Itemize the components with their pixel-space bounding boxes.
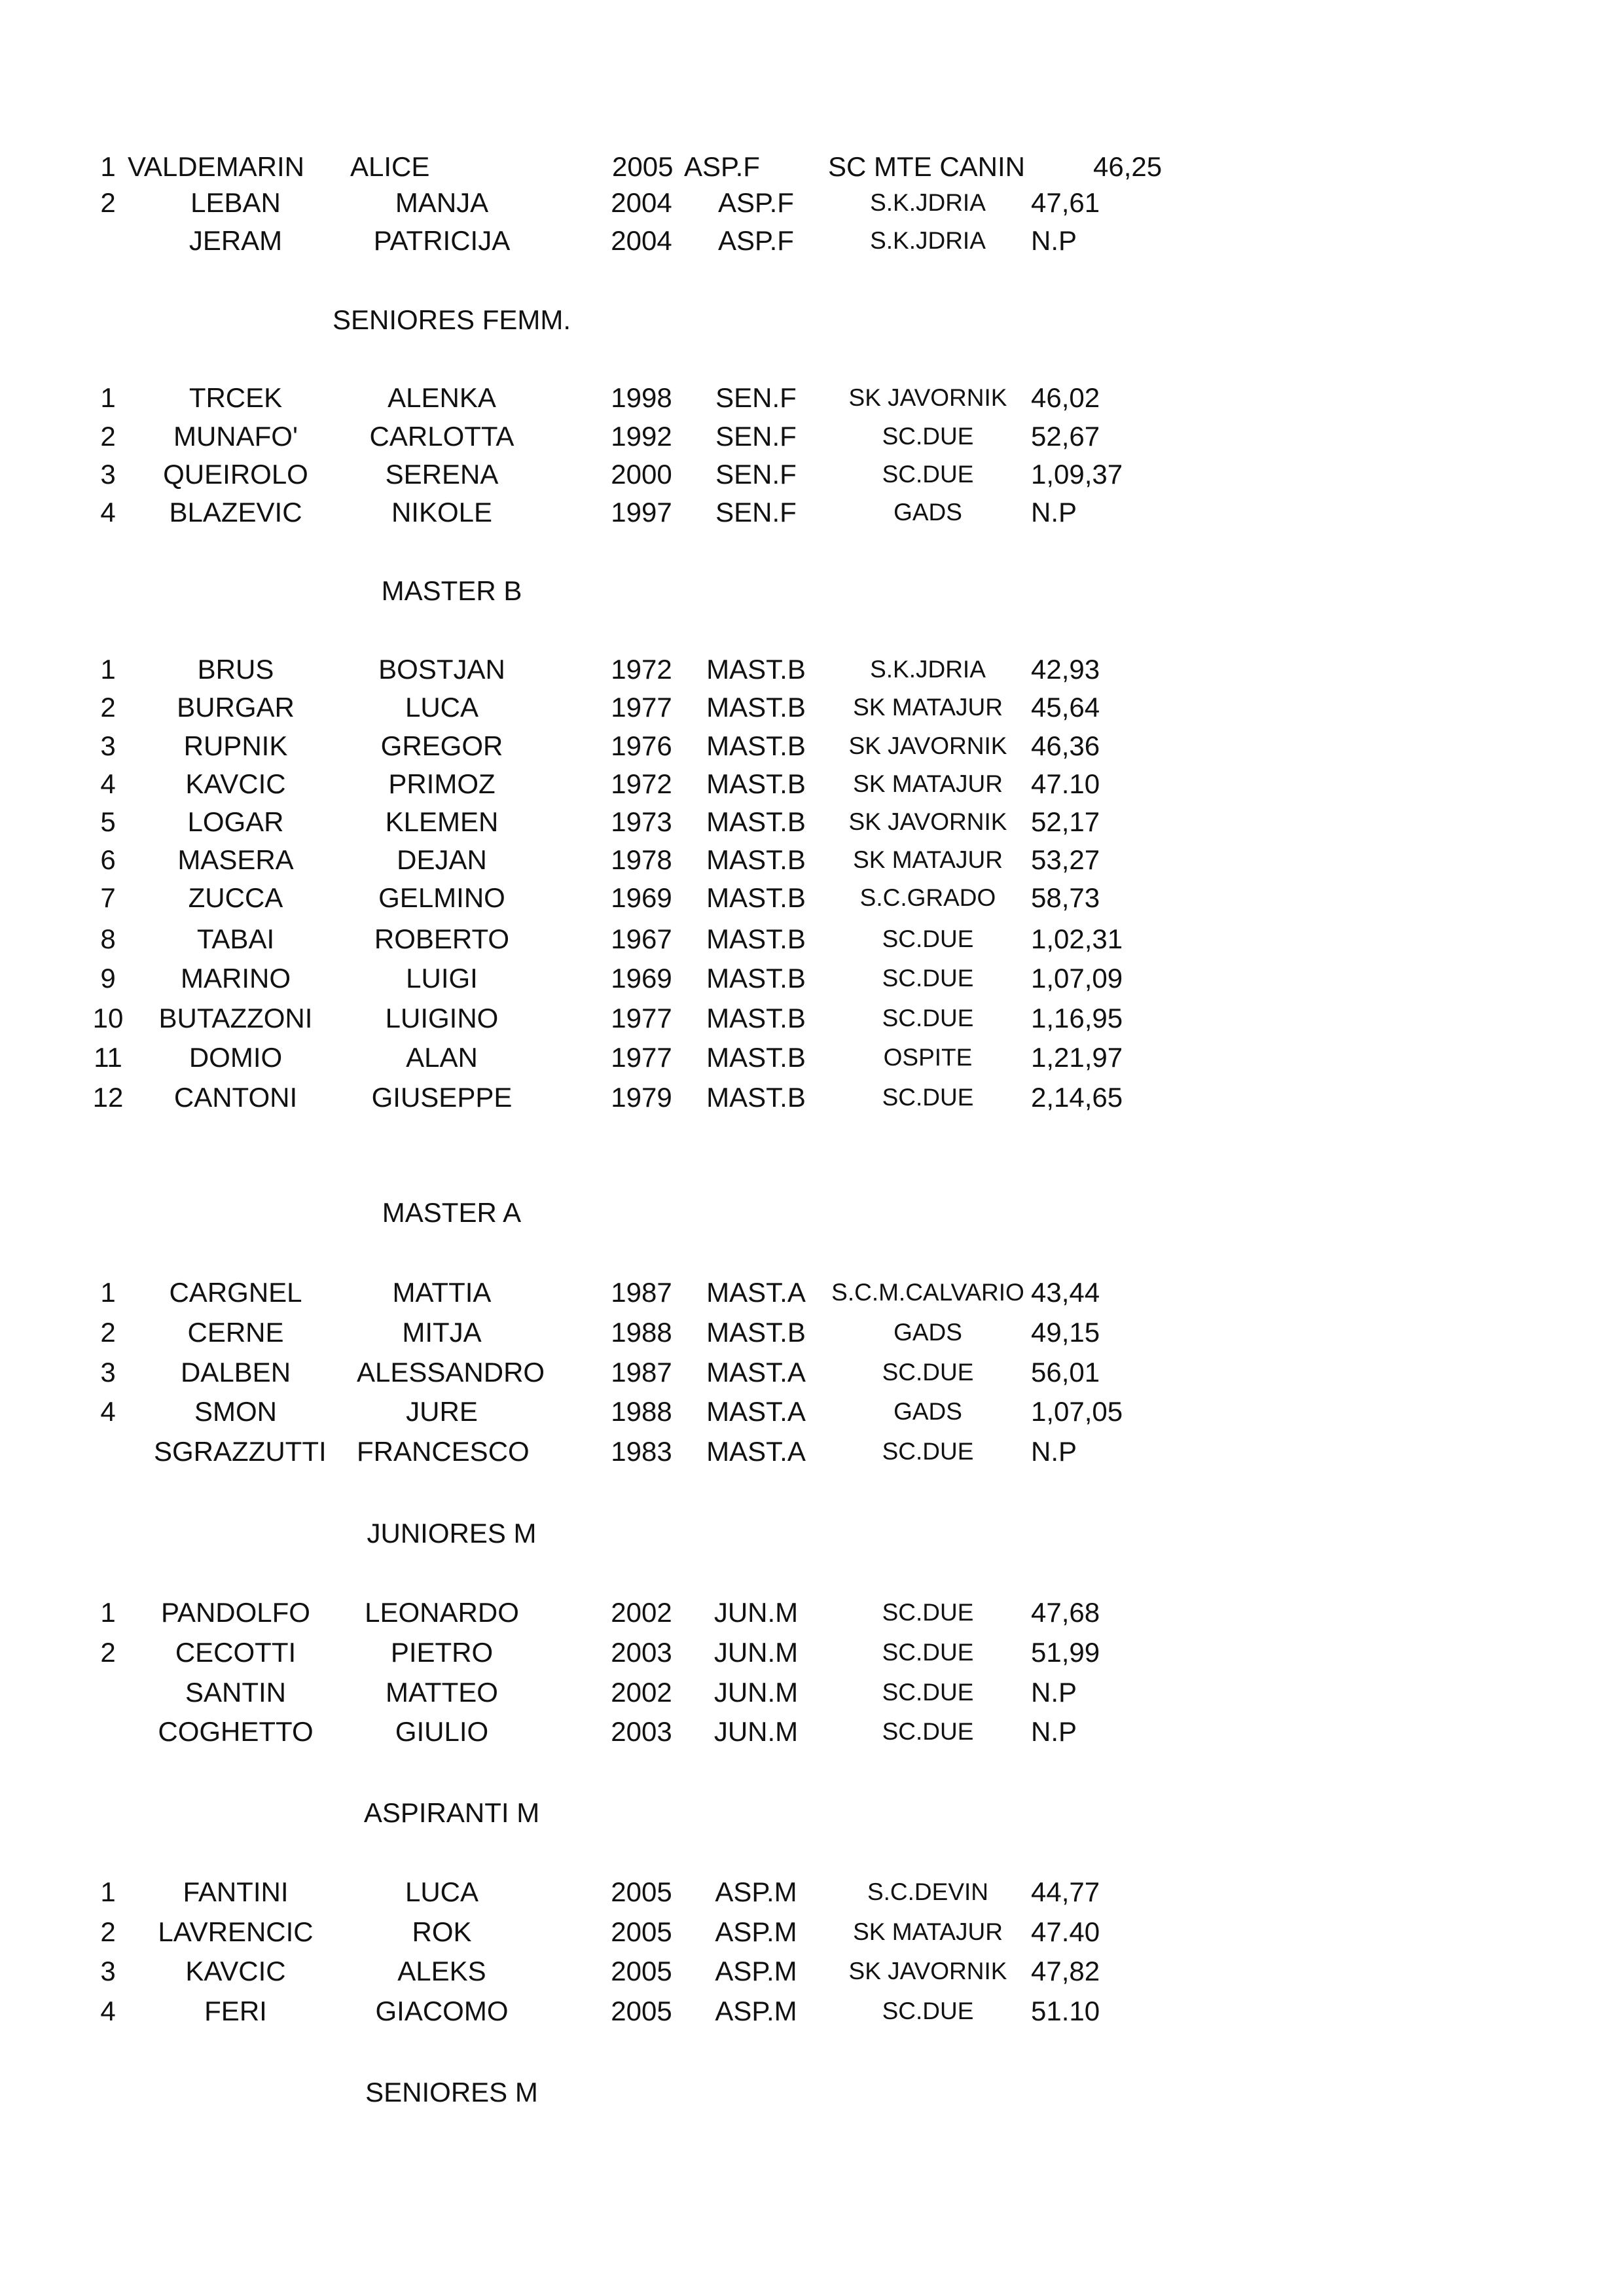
time-cell: N.P: [1031, 1677, 1077, 1708]
birth-year-cell: 1988: [611, 1396, 672, 1427]
first-name-cell: BOSTJAN: [378, 654, 505, 685]
position-cell: 4: [100, 497, 116, 528]
club-cell: SC.DUE: [882, 965, 974, 992]
time-cell: 46,25: [1093, 151, 1163, 182]
time-cell: 45,64: [1031, 692, 1100, 723]
birth-year-cell: 1987: [611, 1357, 672, 1388]
section-title: MASTER A: [382, 1197, 522, 1228]
category-cell: MAST.B: [706, 806, 806, 837]
club-cell: GADS: [893, 1319, 962, 1346]
result-row: [0, 1994, 1309, 2029]
category-cell: MAST.B: [706, 768, 806, 799]
category-cell: JUN.M: [713, 1637, 799, 1668]
birth-year-cell: 2002: [611, 1597, 672, 1628]
club-cell: SC.DUE: [882, 1679, 974, 1706]
last-name-cell: DALBEN: [180, 1357, 291, 1388]
birth-year-cell: 2002: [611, 1677, 672, 1708]
first-name-cell: GIACOMO: [375, 1996, 509, 2026]
club-cell: SC.DUE: [882, 1359, 974, 1386]
category-cell: ASP.F: [684, 151, 760, 182]
club-cell: S.C.DEVIN: [867, 1878, 989, 1905]
birth-year-cell: 2005: [611, 1956, 672, 1986]
birth-year-cell: 2005: [612, 151, 674, 182]
birth-year-cell: 1998: [611, 382, 672, 413]
result-row: [0, 652, 1309, 687]
first-name-cell: KLEMEN: [385, 806, 499, 837]
club-cell: SC.DUE: [882, 1438, 974, 1465]
position-cell: 2: [100, 1637, 116, 1668]
first-name-cell: JURE: [406, 1396, 478, 1427]
last-name-cell: MUNAFO': [173, 421, 298, 452]
last-name-cell: SANTIN: [185, 1677, 286, 1708]
club-cell: SK MATAJUR: [853, 770, 1003, 797]
time-cell: 1,09,37: [1031, 459, 1123, 490]
time-cell: 1,07,09: [1031, 963, 1123, 994]
first-name-cell: LUIGI: [406, 963, 478, 994]
last-name-cell: JERAM: [189, 225, 283, 256]
position-cell: 3: [100, 459, 116, 490]
position-cell: 2: [100, 187, 116, 218]
first-name-cell: MATTEO: [386, 1677, 498, 1708]
club-cell: SC.DUE: [882, 1639, 974, 1666]
birth-year-cell: 2003: [611, 1716, 672, 1747]
club-cell: GADS: [893, 499, 962, 526]
club-cell: SK JAVORNIK: [848, 808, 1007, 835]
birth-year-cell: 1977: [611, 692, 672, 723]
category-cell: MAST.B: [706, 730, 806, 761]
birth-year-cell: 1978: [611, 844, 672, 875]
time-cell: 51,99: [1031, 1637, 1100, 1668]
last-name-cell: QUEIROLO: [163, 459, 308, 490]
result-row: [0, 149, 1309, 185]
first-name-cell: LUCA: [405, 1876, 479, 1907]
category-cell: MAST.B: [706, 882, 806, 913]
time-cell: 46,36: [1031, 730, 1100, 761]
result-row: [0, 1040, 1309, 1075]
result-row: [0, 1315, 1309, 1350]
result-row: [0, 1275, 1309, 1310]
category-cell: MAST.A: [706, 1357, 806, 1388]
time-cell: 1,02,31: [1031, 924, 1123, 954]
position-cell: 2: [100, 692, 116, 723]
birth-year-cell: 1992: [611, 421, 672, 452]
position-cell: 2: [100, 1317, 116, 1348]
time-cell: 1,07,05: [1031, 1396, 1123, 1427]
last-name-cell: CARGNEL: [169, 1277, 302, 1308]
birth-year-cell: 2003: [611, 1637, 672, 1668]
birth-year-cell: 1983: [611, 1436, 672, 1467]
position-cell: 5: [100, 806, 116, 837]
birth-year-cell: 2004: [611, 225, 672, 256]
club-cell: S.K.JDRIA: [870, 656, 986, 683]
result-row: [0, 495, 1309, 530]
time-cell: 2,14,65: [1031, 1082, 1123, 1113]
last-name-cell: KAVCIC: [185, 1956, 286, 1986]
category-cell: SEN.F: [715, 497, 797, 528]
first-name-cell: LEONARDO: [365, 1597, 519, 1628]
category-cell: JUN.M: [713, 1677, 799, 1708]
result-row: [0, 1001, 1309, 1036]
first-name-cell: SERENA: [385, 459, 499, 490]
birth-year-cell: 2000: [611, 459, 672, 490]
birth-year-cell: 1972: [611, 768, 672, 799]
category-cell: MAST.A: [706, 1277, 806, 1308]
result-row: [0, 223, 1309, 259]
first-name-cell: ALICE: [350, 151, 430, 182]
first-name-cell: PATRICIJA: [373, 225, 511, 256]
birth-year-cell: 1976: [611, 730, 672, 761]
position-cell: 4: [100, 768, 116, 799]
last-name-cell: DOMIO: [189, 1042, 283, 1073]
first-name-cell: ALEKS: [397, 1956, 486, 1986]
result-row: [0, 804, 1309, 840]
time-cell: 43,44: [1031, 1277, 1100, 1308]
position-cell: 7: [100, 882, 116, 913]
first-name-cell: LUCA: [405, 692, 479, 723]
result-row: [0, 1675, 1309, 1710]
last-name-cell: BLAZEVIC: [169, 497, 302, 528]
result-row: [0, 1434, 1309, 1469]
last-name-cell: PANDOLFO: [161, 1597, 310, 1628]
last-name-cell: BRUS: [197, 654, 274, 685]
result-row: [0, 419, 1309, 454]
position-cell: 9: [100, 963, 116, 994]
result-row: [0, 380, 1309, 416]
category-cell: ASP.M: [715, 1876, 797, 1907]
first-name-cell: PRIMOZ: [388, 768, 496, 799]
first-name-cell: ALENKA: [388, 382, 496, 413]
position-cell: 10: [92, 1003, 124, 1033]
last-name-cell: TABAI: [196, 924, 275, 954]
position-cell: 2: [100, 1916, 116, 1947]
category-cell: ASP.F: [718, 187, 794, 218]
club-cell: SC.DUE: [882, 1599, 974, 1626]
club-cell: SC MTE CANIN: [828, 151, 1026, 182]
category-cell: MAST.B: [706, 1003, 806, 1033]
position-cell: 8: [100, 924, 116, 954]
category-cell: MAST.A: [706, 1436, 806, 1467]
last-name-cell: KAVCIC: [185, 768, 286, 799]
club-cell: OSPITE: [883, 1044, 973, 1071]
result-row: [0, 1394, 1309, 1429]
time-cell: 44,77: [1031, 1876, 1100, 1907]
category-cell: MAST.B: [706, 963, 806, 994]
last-name-cell: LAVRENCIC: [158, 1916, 314, 1947]
section-title: SENIORES M: [365, 2077, 538, 2108]
first-name-cell: CARLOTTA: [369, 421, 514, 452]
club-cell: SC.DUE: [882, 1084, 974, 1111]
last-name-cell: LOGAR: [187, 806, 284, 837]
birth-year-cell: 1987: [611, 1277, 672, 1308]
time-cell: 52,17: [1031, 806, 1100, 837]
last-name-cell: FERI: [204, 1996, 267, 2026]
result-row: [0, 766, 1309, 802]
club-cell: SC.DUE: [882, 1998, 974, 2024]
position-cell: 1: [100, 1277, 116, 1308]
time-cell: 53,27: [1031, 844, 1100, 875]
category-cell: MAST.B: [706, 1082, 806, 1113]
first-name-cell: GIULIO: [395, 1716, 489, 1747]
category-cell: MAST.B: [706, 924, 806, 954]
club-cell: SK MATAJUR: [853, 694, 1003, 721]
birth-year-cell: 1977: [611, 1003, 672, 1033]
club-cell: SK JAVORNIK: [848, 732, 1007, 759]
club-cell: SK JAVORNIK: [848, 384, 1007, 411]
first-name-cell: GREGOR: [380, 730, 503, 761]
time-cell: N.P: [1031, 1436, 1077, 1467]
position-cell: 2: [100, 421, 116, 452]
position-cell: 12: [92, 1082, 124, 1113]
first-name-cell: ROK: [412, 1916, 472, 1947]
club-cell: SC.DUE: [882, 461, 974, 488]
last-name-cell: CANTONI: [173, 1082, 298, 1113]
club-cell: S.C.M.CALVARIO: [831, 1279, 1024, 1306]
last-name-cell: MASERA: [177, 844, 294, 875]
result-row: [0, 457, 1309, 492]
position-cell: 4: [100, 1996, 116, 2026]
club-cell: SK MATAJUR: [853, 846, 1003, 873]
category-cell: JUN.M: [713, 1597, 799, 1628]
section-title: ASPIRANTI M: [363, 1797, 540, 1828]
section-title: MASTER B: [381, 575, 522, 606]
last-name-cell: COGHETTO: [158, 1716, 314, 1747]
birth-year-cell: 1967: [611, 924, 672, 954]
result-row: [0, 961, 1309, 996]
category-cell: MAST.B: [706, 844, 806, 875]
time-cell: N.P: [1031, 497, 1077, 528]
club-cell: SC.DUE: [882, 423, 974, 450]
position-cell: 1: [100, 151, 116, 182]
last-name-cell: MARINO: [181, 963, 291, 994]
category-cell: SEN.F: [715, 382, 797, 413]
birth-year-cell: 2005: [611, 1876, 672, 1907]
section-title: JUNIORES M: [367, 1518, 537, 1549]
time-cell: 47,82: [1031, 1956, 1100, 1986]
category-cell: ASP.M: [715, 1956, 797, 1986]
first-name-cell: FRANCESCO: [357, 1436, 530, 1467]
last-name-cell: ZUCCA: [188, 882, 283, 913]
first-name-cell: ROBERTO: [374, 924, 510, 954]
time-cell: 52,67: [1031, 421, 1100, 452]
time-cell: 46,02: [1031, 382, 1100, 413]
last-name-cell: FANTINI: [183, 1876, 289, 1907]
first-name-cell: NIKOLE: [391, 497, 493, 528]
time-cell: 1,16,95: [1031, 1003, 1123, 1033]
time-cell: 56,01: [1031, 1357, 1100, 1388]
club-cell: SC.DUE: [882, 1718, 974, 1745]
club-cell: S.K.JDRIA: [870, 189, 986, 216]
first-name-cell: DEJAN: [397, 844, 487, 875]
last-name-cell: RUPNIK: [183, 730, 288, 761]
birth-year-cell: 2004: [611, 187, 672, 218]
result-row: [0, 1595, 1309, 1630]
first-name-cell: GELMINO: [378, 882, 505, 913]
category-cell: MAST.A: [706, 1396, 806, 1427]
birth-year-cell: 1977: [611, 1042, 672, 1073]
birth-year-cell: 1972: [611, 654, 672, 685]
result-row: [0, 1954, 1309, 1989]
position-cell: 1: [100, 1876, 116, 1907]
result-row: [0, 690, 1309, 725]
last-name-cell: LEBAN: [190, 187, 281, 218]
section-title: SENIORES FEMM.: [332, 304, 571, 335]
birth-year-cell: 1969: [611, 882, 672, 913]
category-cell: MAST.B: [706, 1317, 806, 1348]
category-cell: ASP.M: [715, 1996, 797, 2026]
result-row: [0, 1355, 1309, 1390]
club-cell: S.K.JDRIA: [870, 227, 986, 254]
birth-year-cell: 1988: [611, 1317, 672, 1348]
result-row: [0, 880, 1309, 916]
position-cell: 3: [100, 1956, 116, 1986]
last-name-cell: VALDEMARIN: [128, 151, 304, 182]
birth-year-cell: 2005: [611, 1996, 672, 2026]
category-cell: MAST.B: [706, 654, 806, 685]
position-cell: 1: [100, 382, 116, 413]
category-cell: ASP.M: [715, 1916, 797, 1947]
last-name-cell: SGRAZZUTTI: [154, 1436, 327, 1467]
time-cell: N.P: [1031, 1716, 1077, 1747]
result-row: [0, 1080, 1309, 1115]
result-row: [0, 1714, 1309, 1749]
position-cell: 6: [100, 844, 116, 875]
position-cell: 4: [100, 1396, 116, 1427]
club-cell: SK MATAJUR: [853, 1918, 1003, 1945]
last-name-cell: TRCEK: [189, 382, 283, 413]
club-cell: SK JAVORNIK: [848, 1958, 1007, 1984]
time-cell: 47,61: [1031, 187, 1100, 218]
result-row: [0, 185, 1309, 221]
birth-year-cell: 2005: [611, 1916, 672, 1947]
position-cell: 11: [94, 1042, 122, 1073]
time-cell: 47,68: [1031, 1597, 1100, 1628]
time-cell: 47.10: [1031, 768, 1100, 799]
time-cell: 1,21,97: [1031, 1042, 1123, 1073]
category-cell: MAST.B: [706, 692, 806, 723]
position-cell: 1: [100, 1597, 116, 1628]
result-row: [0, 728, 1309, 764]
time-cell: 58,73: [1031, 882, 1100, 913]
category-cell: MAST.B: [706, 1042, 806, 1073]
last-name-cell: CERNE: [187, 1317, 284, 1348]
category-cell: SEN.F: [715, 459, 797, 490]
last-name-cell: SMON: [194, 1396, 277, 1427]
result-row: [0, 842, 1309, 878]
time-cell: 47.40: [1031, 1916, 1100, 1947]
first-name-cell: GIUSEPPE: [371, 1082, 513, 1113]
result-row: [0, 1914, 1309, 1950]
category-cell: ASP.F: [718, 225, 794, 256]
first-name-cell: ALAN: [406, 1042, 478, 1073]
time-cell: 51.10: [1031, 1996, 1100, 2026]
first-name-cell: LUIGINO: [385, 1003, 499, 1033]
club-cell: SC.DUE: [882, 925, 974, 952]
first-name-cell: MANJA: [395, 187, 489, 218]
first-name-cell: MATTIA: [392, 1277, 492, 1308]
category-cell: JUN.M: [713, 1716, 799, 1747]
club-cell: SC.DUE: [882, 1005, 974, 1031]
result-row: [0, 1635, 1309, 1670]
time-cell: N.P: [1031, 225, 1077, 256]
result-row: [0, 922, 1309, 957]
last-name-cell: CECOTTI: [175, 1637, 297, 1668]
position-cell: 1: [100, 654, 116, 685]
birth-year-cell: 1997: [611, 497, 672, 528]
time-cell: 49,15: [1031, 1317, 1100, 1348]
result-row: [0, 1874, 1309, 1910]
category-cell: SEN.F: [715, 421, 797, 452]
last-name-cell: BURGAR: [177, 692, 295, 723]
club-cell: S.C.GRADO: [859, 884, 996, 911]
position-cell: 3: [100, 730, 116, 761]
birth-year-cell: 1973: [611, 806, 672, 837]
first-name-cell: PIETRO: [390, 1637, 494, 1668]
club-cell: GADS: [893, 1398, 962, 1425]
birth-year-cell: 1979: [611, 1082, 672, 1113]
first-name-cell: ALESSANDRO: [357, 1357, 545, 1388]
last-name-cell: BUTAZZONI: [158, 1003, 313, 1033]
birth-year-cell: 1969: [611, 963, 672, 994]
first-name-cell: MITJA: [402, 1317, 482, 1348]
time-cell: 42,93: [1031, 654, 1100, 685]
position-cell: 3: [100, 1357, 116, 1388]
